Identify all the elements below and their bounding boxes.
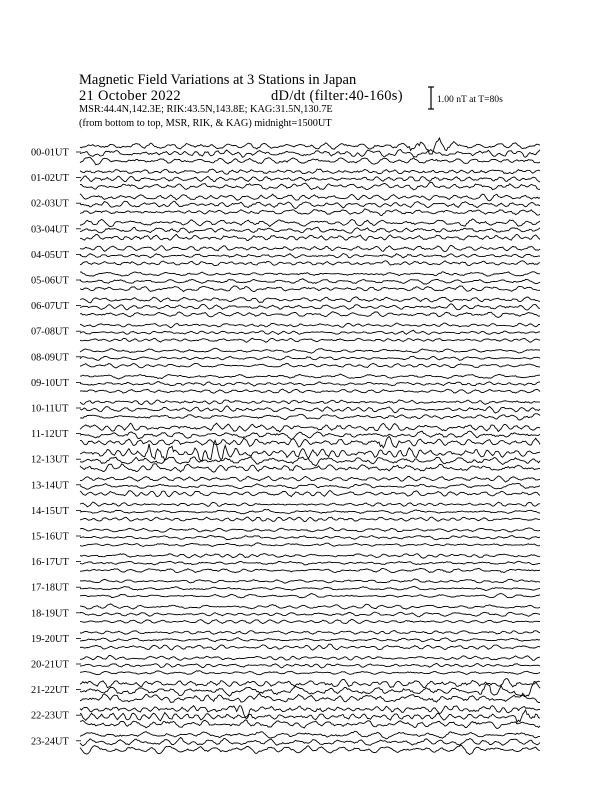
trace-kag: [80, 731, 540, 739]
row-label: 08-09UT: [31, 352, 69, 364]
trace-kag: [80, 440, 540, 460]
trace-msr: [80, 745, 540, 755]
trace-rik: [80, 150, 540, 158]
trace-rik: [80, 304, 540, 310]
trace-rik: [80, 406, 540, 413]
trace-kag: [80, 348, 540, 353]
trace-kag: [80, 138, 540, 154]
trace-kag: [80, 579, 540, 583]
row-label: 00-01UT: [31, 147, 69, 159]
trace-rik: [80, 612, 540, 617]
row-label: 04-05UT: [31, 249, 69, 261]
trace-msr: [80, 694, 540, 703]
row-label: 18-19UT: [31, 608, 69, 620]
trace-msr: [80, 414, 540, 420]
trace-rik: [80, 663, 540, 668]
trace-rik: [80, 561, 540, 565]
chart-title: Magnetic Field Variations at 3 Stations in Japan: [79, 72, 357, 88]
trace-msr: [80, 619, 540, 624]
row-label: 03-04UT: [31, 224, 69, 236]
trace-msr: [80, 720, 540, 729]
row-label: 01-02UT: [31, 173, 69, 185]
trace-kag: [80, 502, 540, 507]
trace-kag: [80, 706, 540, 719]
row-label: 14-15UT: [31, 505, 69, 517]
trace-rik: [80, 483, 540, 489]
trace-msr: [80, 568, 540, 573]
trace-kag: [80, 219, 540, 227]
trace-msr: [80, 517, 540, 522]
row-label: 15-16UT: [31, 531, 69, 543]
trace-rik: [80, 638, 540, 642]
trace-msr: [80, 209, 540, 216]
trace-msr: [80, 338, 540, 342]
trace-msr: [80, 157, 540, 165]
row-label: 22-23UT: [31, 710, 69, 722]
station-coordinates: MSR:44.4N,142.3E; RIK:43.5N,143.8E; KAG:31.5N,130.7E: [79, 104, 333, 115]
row-label: 09-10UT: [31, 377, 69, 389]
trace-msr: [80, 286, 540, 292]
trace-rik: [80, 227, 540, 233]
trace-rik: [80, 201, 540, 208]
trace-msr: [80, 464, 540, 472]
row-label: 11-12UT: [31, 429, 69, 441]
trace-kag: [80, 169, 540, 174]
trace-msr: [80, 234, 540, 240]
trace-msr: [80, 261, 540, 266]
trace-kag: [80, 323, 540, 328]
chart-subtitle: dD/dt (filter:40-160s): [271, 88, 403, 104]
trace-msr: [80, 594, 540, 598]
trace-msr: [80, 363, 540, 368]
scale-bar: [428, 87, 434, 109]
row-label: 13-14UT: [31, 480, 69, 492]
trace-kag: [80, 528, 540, 533]
station-order-note: (from bottom to top, MSR, RIK, & KAG) midnight=1500UT: [79, 118, 332, 129]
trace-rik: [80, 382, 540, 386]
trace-rik: [80, 509, 540, 514]
trace-kag: [80, 604, 540, 609]
trace-rows: [31, 138, 540, 755]
trace-rik: [80, 431, 540, 439]
row-label: 20-21UT: [31, 659, 69, 671]
trace-msr: [80, 490, 540, 496]
row-label: 10-11UT: [31, 403, 69, 415]
row-label: 05-06UT: [31, 275, 69, 287]
row-label: 23-24UT: [31, 736, 69, 748]
trace-rik: [80, 457, 540, 466]
trace-kag: [80, 374, 540, 379]
row-label: 02-03UT: [31, 198, 69, 210]
trace-msr: [80, 644, 540, 650]
trace-kag: [80, 423, 540, 432]
trace-kag: [80, 245, 540, 251]
trace-kag: [80, 679, 540, 688]
row-label: 12-13UT: [31, 454, 69, 466]
trace-kag: [80, 297, 540, 303]
trace-kag: [80, 476, 540, 482]
trace-rik: [80, 279, 540, 284]
trace-msr: [80, 543, 540, 547]
trace-msr: [80, 182, 540, 190]
row-label: 16-17UT: [31, 557, 69, 569]
trace-rik: [80, 254, 540, 259]
row-label: 17-18UT: [31, 582, 69, 594]
trace-kag: [80, 554, 540, 559]
row-label: 21-22UT: [31, 685, 69, 697]
trace-kag: [80, 272, 540, 276]
row-label: 19-20UT: [31, 633, 69, 645]
scale-bar-label: 1.00 nT at T=80s: [437, 94, 503, 105]
trace-kag: [80, 194, 540, 201]
trace-kag: [80, 655, 540, 660]
trace-rik: [80, 586, 540, 590]
trace-rik: [80, 176, 540, 182]
trace-rik: [80, 330, 540, 334]
row-label: 07-08UT: [31, 326, 69, 338]
trace-rik: [80, 535, 540, 539]
chart-date: 21 October 2022: [79, 88, 181, 104]
trace-rik: [80, 738, 540, 746]
trace-kag: [80, 631, 540, 635]
row-label: 06-07UT: [31, 301, 69, 313]
trace-msr: [80, 312, 540, 318]
trace-msr: [80, 671, 540, 675]
trace-rik: [80, 710, 540, 722]
trace-msr: [80, 389, 540, 393]
trace-kag: [80, 400, 540, 405]
trace-rik: [80, 356, 540, 360]
